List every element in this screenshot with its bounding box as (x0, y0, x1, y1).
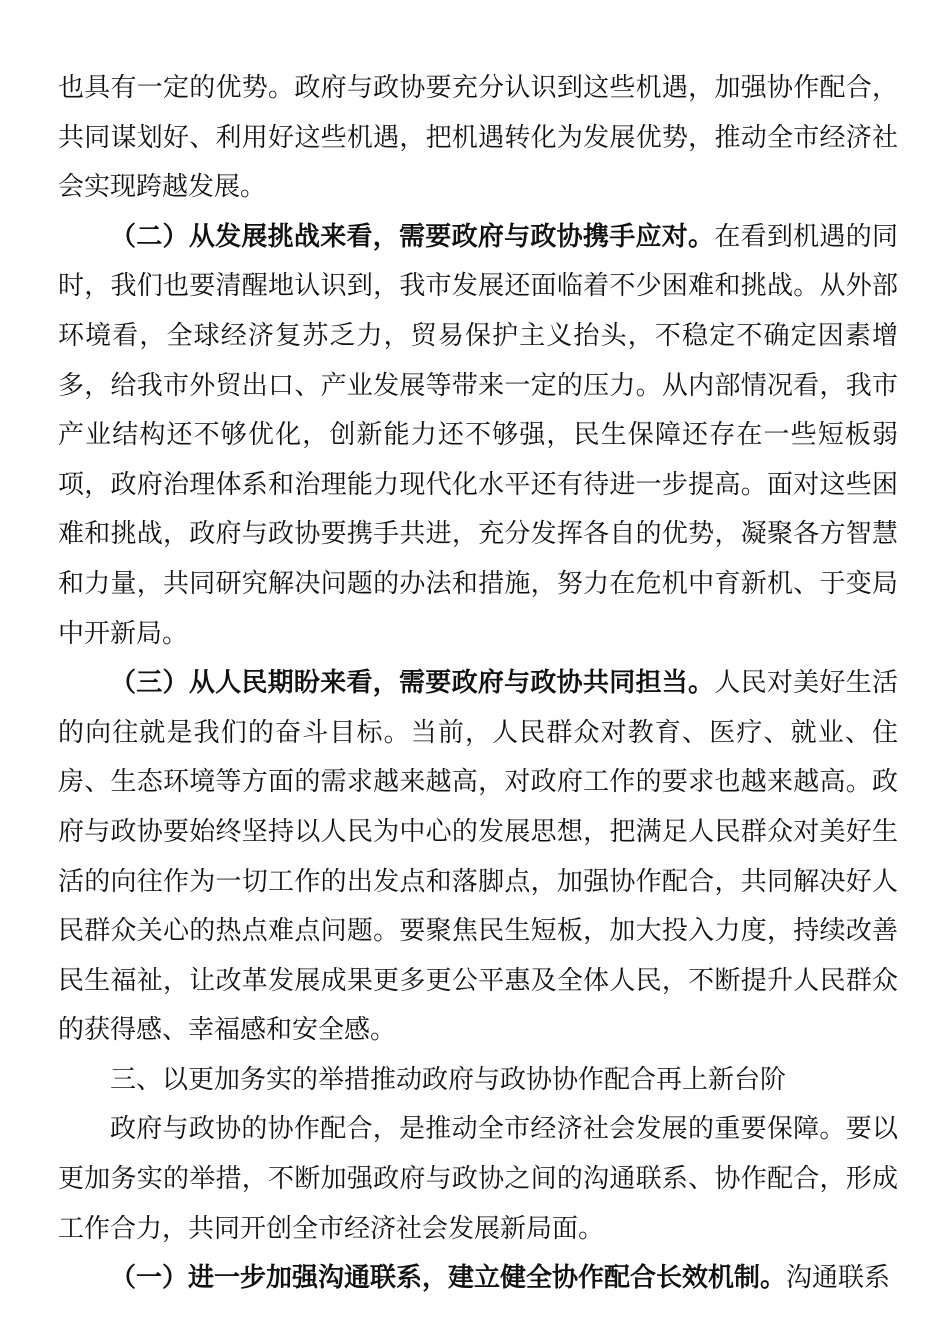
section-heading-text: 三、以更加务实的举措推动政府与政协协作配合再上新台阶 (110, 1064, 787, 1095)
section-heading (58, 1056, 898, 1106)
paragraph-communication (58, 1254, 898, 1304)
paragraph-development-challenges (58, 213, 898, 659)
paragraph-text: 也具有一定的优势。政府与政协要充分认识到这些机遇，加强协作配合，共同谋划好、利用好这些机遇，把机遇转化为发展优势，推动全市经济社会实现跨越发展。 (58, 73, 898, 203)
paragraph-continuation (58, 64, 898, 213)
paragraph-people-expectations (58, 659, 898, 1056)
paragraph-text: 人民对美好生活的向往就是我们的奋斗目标。当前，人民群众对教育、医疗、就业、住房、生态环境等方面的需求越来越高，对政府工作的要求也越来越高。政府与政协要始终坚持以人民为中心的发展思想，把满足人民群众对美好生活的向往作为一切工作的出发点和落脚点，加强协作配合，共同解决好人民群众关心的热点难点问题。要聚焦民生短板，加大投入力度，持续改善民生福祉，让改革发展成果更多更公平惠及全体人民，不断提升人民群众的获得感、幸福感和安全感。 (58, 668, 898, 1046)
paragraph-section-intro (58, 1105, 898, 1254)
paragraph-heading: （二）从发展挑战来看，需要政府与政协携手应对。 (110, 221, 715, 252)
document-page (58, 64, 898, 1304)
paragraph-text: 在看到机遇的同时，我们也要清醒地认识到，我市发展还面临着不少困难和挑战。从外部环境看，全球经济复苏乏力，贸易保护主义抬头，不稳定不确定因素增多，给我市外贸出口、产业发展等带来一定的压力。从内部情况看，我市产业结构还不够优化，创新能力还不够强，民生保障还存在一些短板弱项，政府治理体系和治理能力现代化水平还有待进一步提高。面对这些困难和挑战，政府与政协要携手共进，充分发挥各自的优势，凝聚各方智慧和力量，共同研究解决问题的办法和措施，努力在危机中育新机、于变局中开新局。 (58, 221, 898, 649)
paragraph-text: 政府与政协的协作配合，是推动全市经济社会发展的重要保障。要以更加务实的举措，不断加强政府与政协之间的沟通联系、协作配合，形成工作合力，共同开创全市经济社会发展新局面。 (58, 1114, 898, 1244)
paragraph-heading: （一）进一步加强沟通联系，建立健全协作配合长效机制。 (110, 1263, 787, 1294)
paragraph-heading: （三）从人民期盼来看，需要政府与政协共同担当。 (110, 668, 715, 699)
paragraph-text: 沟通联系 (786, 1263, 891, 1294)
